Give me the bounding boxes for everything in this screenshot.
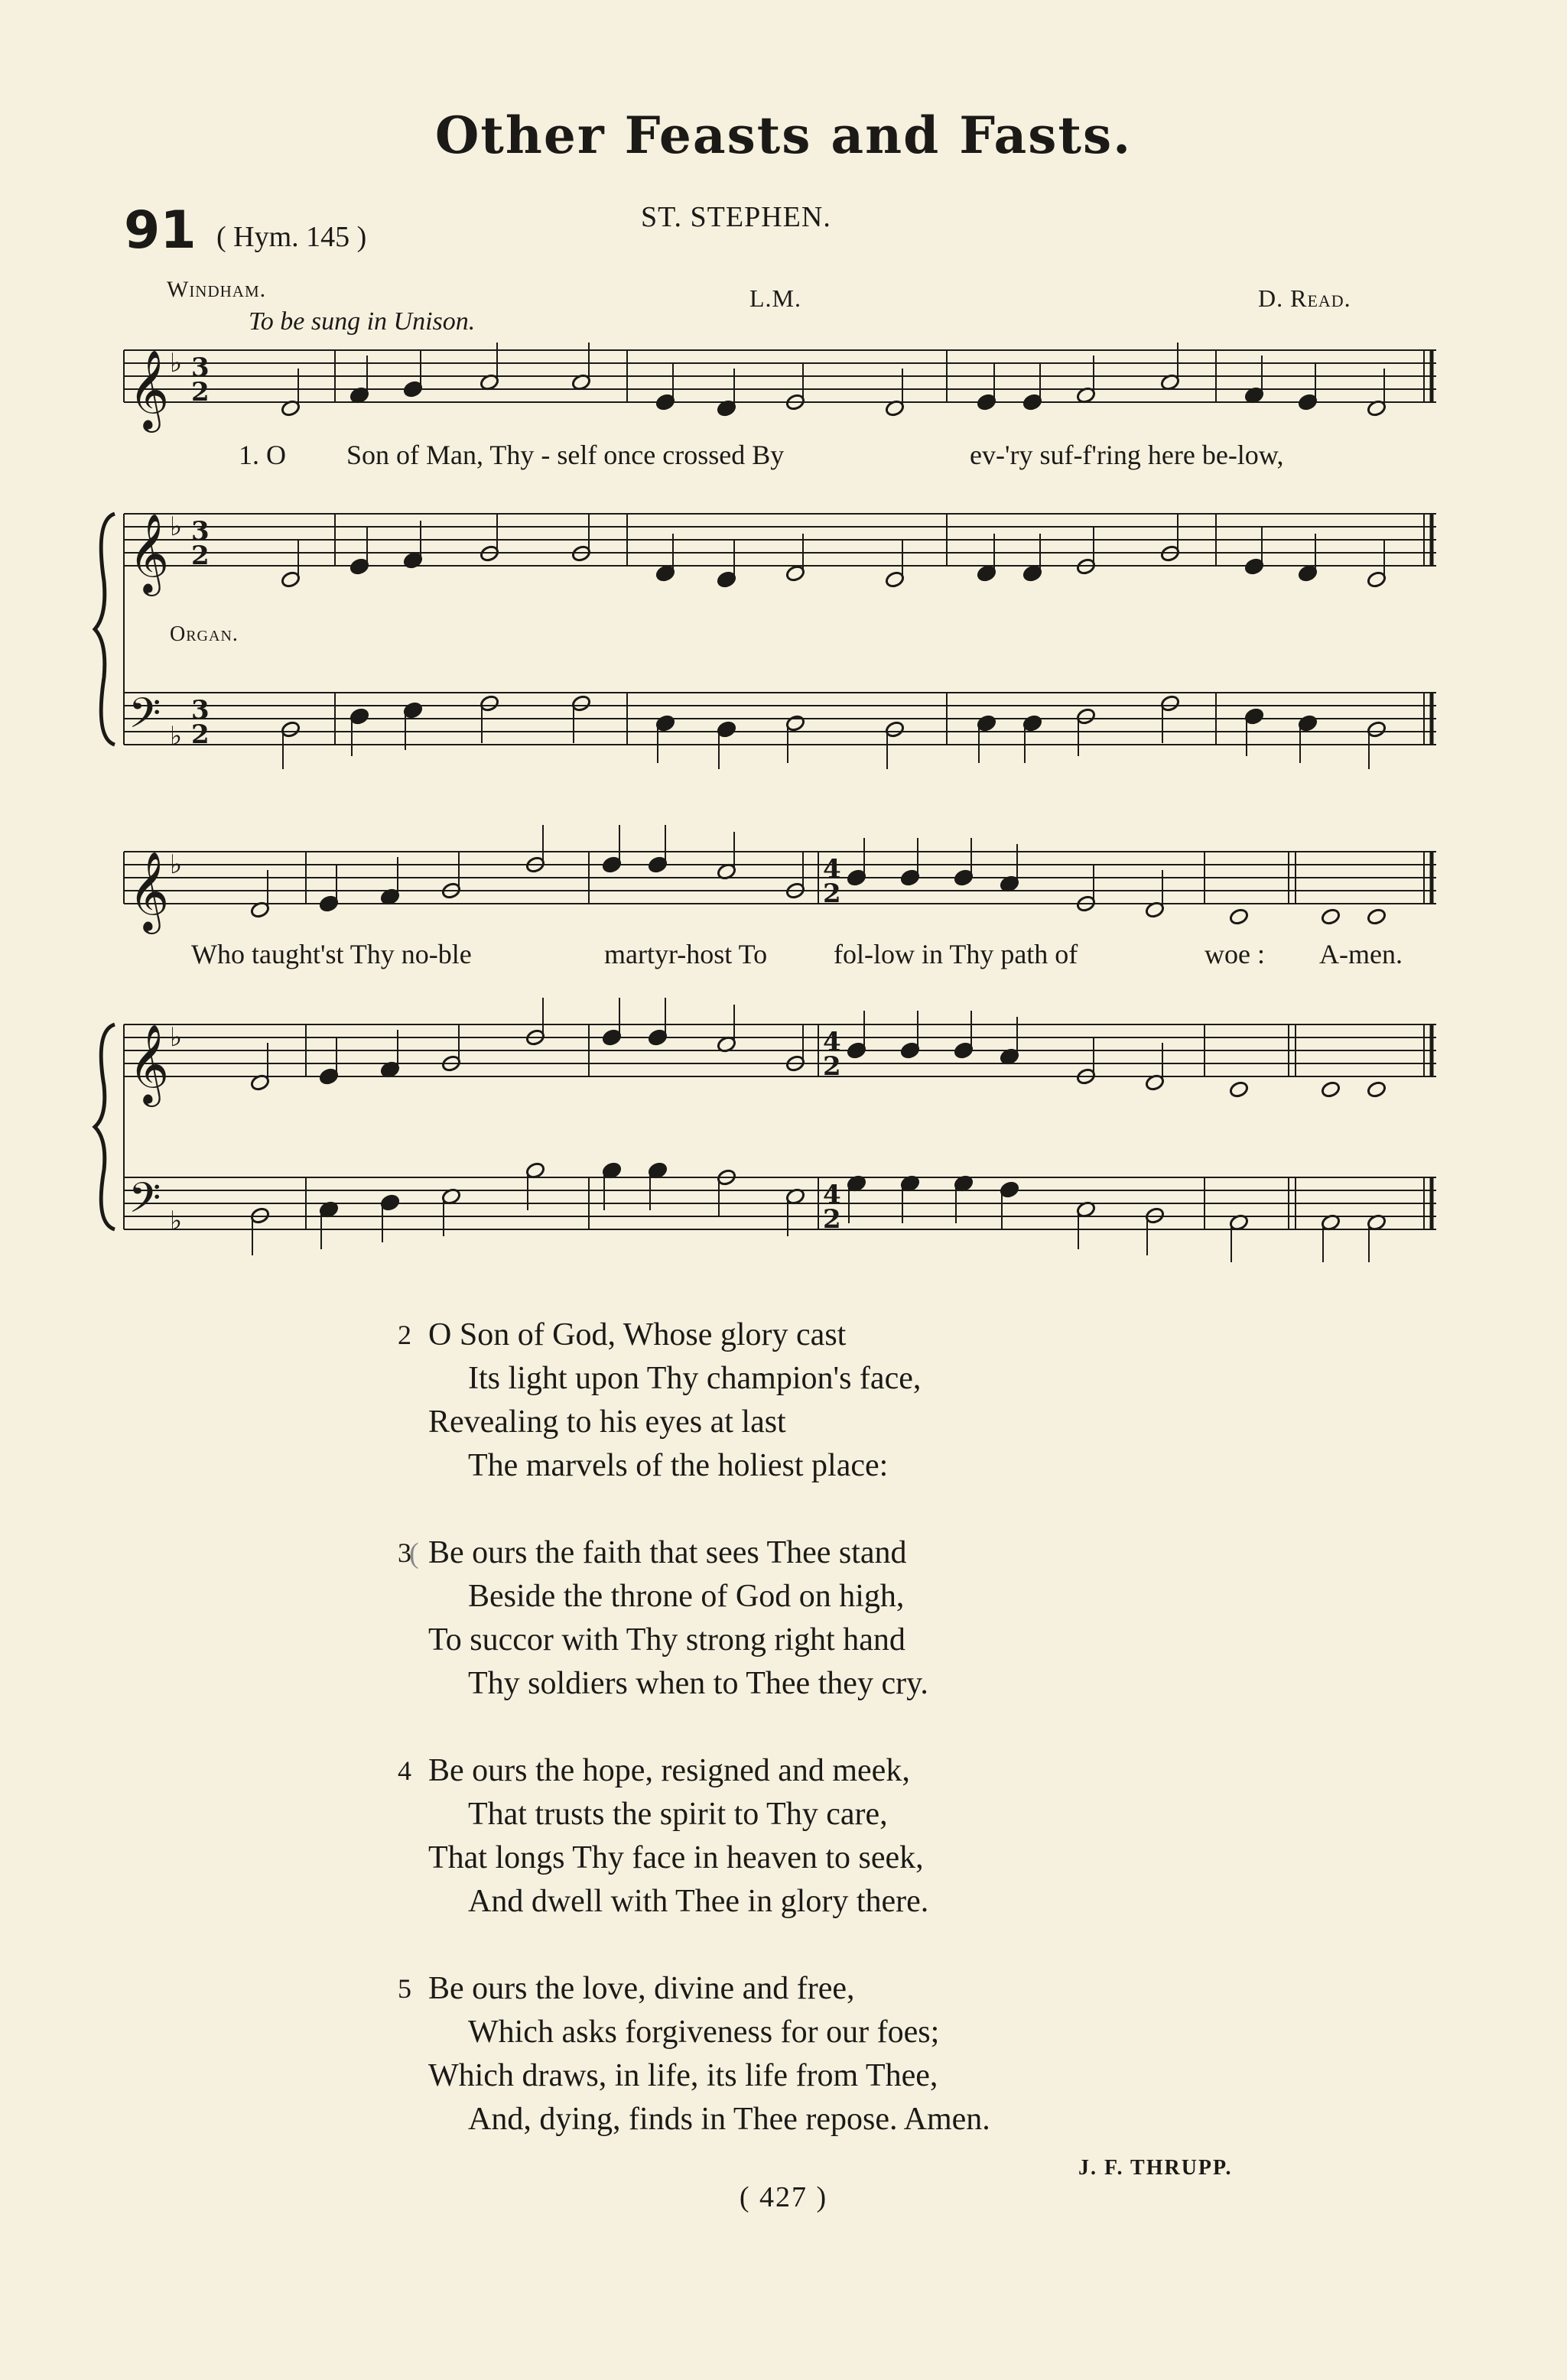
verse-line (428, 1662, 1346, 1706)
lyric-1-a: 1. O (239, 440, 286, 470)
organ-brace-2 (95, 1024, 115, 1229)
lyric-1-b: Son of Man, Thy - self once crossed By (346, 440, 785, 470)
time-signature-top: 4 (823, 1180, 841, 1210)
verse-line (398, 1313, 1346, 1357)
organ-treble-staff-1 (124, 514, 1436, 566)
voice-staff-2 (124, 852, 1436, 904)
time-signature-bottom: 2 (191, 541, 210, 571)
organ-bass-staff-1 (124, 514, 1436, 745)
verse-line (428, 2054, 1346, 2098)
verse-text: O Son of God, Whose glory cast (428, 1317, 847, 1352)
tune-source: Windham. (167, 277, 267, 302)
verse-line (428, 1444, 1346, 1488)
verse-line (428, 2011, 1346, 2054)
verse-text: Its light upon Thy champion's face, (468, 1361, 922, 1396)
verse (398, 1531, 1346, 1706)
flat-icon: ♭ (170, 1022, 183, 1053)
lyric-1-c: ev-'ry suf-f'ring here be-low, (970, 440, 1284, 470)
bass-clef-icon: 𝄢 (128, 689, 161, 748)
verse-line (428, 1793, 1346, 1836)
verse (398, 1313, 1346, 1488)
treble-clef-icon: 𝄞 (128, 513, 170, 593)
page-number: ( 427 ) (739, 2181, 828, 2213)
verse-text: To succor with Thy strong right hand (428, 1622, 905, 1658)
verse-text: Which draws, in life, its life from Thee, (428, 2058, 938, 2093)
verse-text: Be ours the faith that sees Thee stand (428, 1535, 907, 1570)
verse-line (428, 1575, 1346, 1619)
verse-number: 3 (398, 1537, 411, 1568)
lyric-2-c: fol-low in Thy path of (834, 939, 1078, 969)
verse-line (398, 1749, 1346, 1793)
verse-text: Be ours the love, divine and free, (428, 1971, 855, 2006)
verse-text: Beside the throne of God on high, (468, 1579, 905, 1614)
note-head (1321, 1080, 1341, 1099)
organ-brace-1 (95, 514, 115, 745)
flat-icon: ♭ (170, 348, 183, 378)
verse-number: 4 (398, 1755, 411, 1786)
verse-text: The marvels of the holiest place: (468, 1448, 889, 1483)
verse-text: And dwell with Thee in glory there. (468, 1884, 929, 1919)
treble-clef-icon: 𝄞 (128, 349, 170, 430)
time-signature-bottom: 2 (823, 878, 841, 909)
note-head (1367, 908, 1387, 926)
time-signature-top: 3 (191, 516, 210, 547)
verse-text: That longs Thy face in heaven to seek, (428, 1840, 924, 1875)
note-head (1321, 908, 1341, 926)
voice-staff-1 (124, 350, 1436, 402)
time-signature-bottom: 2 (191, 377, 210, 407)
bass-clef-icon: 𝄢 (128, 1174, 161, 1232)
note-head (1229, 1080, 1250, 1099)
notes-group (250, 343, 1387, 1262)
time-signature-top: 4 (823, 1027, 841, 1057)
verse (398, 1967, 1346, 2141)
verse-line (428, 1619, 1346, 1662)
lyric-2-b: martyr-host To (604, 939, 768, 969)
lyric-2-a: Who taught'st Thy no-ble (191, 939, 472, 969)
time-signature-top: 3 (191, 352, 210, 383)
verse-line (398, 1531, 1346, 1575)
margin-mark: ( (409, 1537, 419, 1570)
note-head (1367, 1080, 1387, 1099)
time-signature-bottom: 2 (191, 719, 210, 750)
composer: D. Read. (1258, 284, 1351, 312)
verse (398, 1749, 1346, 1924)
verse-line (398, 1967, 1346, 2011)
verse-line (428, 1836, 1346, 1880)
organ-treble-staff-2 (124, 1024, 1436, 1076)
verse-line (428, 2098, 1346, 2141)
time-signature-top: 4 (823, 854, 841, 885)
flat-icon: ♭ (170, 1206, 183, 1236)
verse-number: 2 (398, 1320, 411, 1350)
verse-text: Thy soldiers when to Thee they cry. (468, 1666, 928, 1701)
time-signature-bottom: 2 (823, 1051, 841, 1082)
organ-bass-staff-2 (124, 1024, 1436, 1229)
verse-number: 5 (398, 1973, 411, 2004)
treble-clef-icon: 𝄞 (128, 1024, 170, 1104)
flat-icon: ♭ (170, 511, 183, 542)
verse-text: Which asks forgiveness for our foes; (468, 2015, 940, 2050)
verses (398, 1313, 1346, 2185)
time-signature-top: 3 (191, 695, 210, 726)
author: J. F. THRUPP. (1078, 2156, 1233, 2180)
lyric-2-e: A-men. (1319, 939, 1403, 969)
hymn-reference: ( Hym. 145 ) (216, 221, 367, 253)
verse-text: And, dying, finds in Thee repose. Amen. (468, 2102, 990, 2137)
section-title: Other Feasts and Fasts. (434, 106, 1133, 165)
verse-line (428, 1357, 1346, 1401)
meter: L.M. (749, 284, 801, 312)
treble-clef-icon: 𝄞 (128, 851, 170, 931)
time-signature-bottom: 2 (823, 1204, 841, 1235)
flat-icon: ♭ (170, 849, 183, 880)
verse-line (428, 1401, 1346, 1444)
organ-label: Organ. (170, 622, 239, 646)
note-head (1229, 908, 1250, 926)
verse-text: Be ours the hope, resigned and meek, (428, 1753, 910, 1788)
lyric-2-d: woe : (1205, 939, 1265, 969)
flat-icon: ♭ (170, 721, 183, 752)
performance-instruction: To be sung in Unison. (249, 307, 476, 336)
verse-line (428, 1880, 1346, 1924)
verse-text: Revealing to his eyes at last (428, 1404, 786, 1440)
verse-text: That trusts the spirit to Thy care, (468, 1797, 888, 1832)
tune-name: ST. STEPHEN. (641, 201, 831, 233)
hymn-number: 91 (124, 200, 197, 261)
